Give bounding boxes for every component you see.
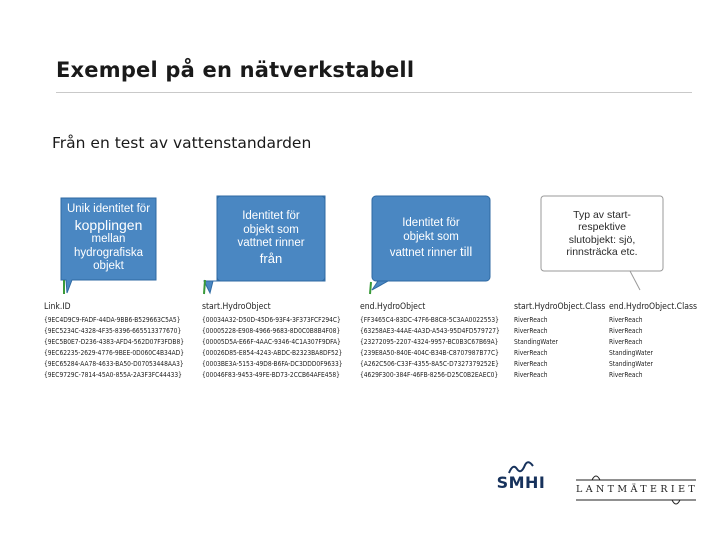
lantmateriet-logo: [572, 471, 700, 511]
table-cell: {00026D85-E854-4243-ABDC-B2323BA8DF52}: [202, 349, 343, 357]
column-header-link-id: Link.ID: [44, 302, 71, 312]
callout-1-line: hydrografiska: [73, 246, 144, 259]
table-cell: RiverReach: [514, 316, 548, 324]
callout-3-line: objekt som: [403, 230, 459, 243]
callout-4-line: Typ av start-: [573, 209, 631, 221]
callout-2-line: vattnet rinner: [237, 237, 305, 250]
table-cell: RiverReach: [514, 327, 548, 335]
table-cell: StandingWater: [609, 349, 653, 357]
table-cell: {9EC62235-2629-4776-9BEE-0D060C4B34AD}: [44, 349, 184, 357]
table-cell: {A262C506-C33F-4355-8A5C-D7327379252E}: [360, 360, 499, 368]
table-cell: {00034A32-D50D-45D6-93F4-3F373FCF294C}: [202, 316, 341, 324]
callout-1-text: [61, 203, 156, 274]
smhi-logo-mark: [508, 460, 534, 474]
pointer-mark-2: [204, 280, 205, 294]
slide-subtitle: Från en test av vattenstandarden: [52, 134, 312, 152]
table-cell: StandingWater: [609, 360, 653, 368]
table-cell: {9EC5234C-4328-4F35-8396-665513377670}: [44, 327, 182, 335]
table-cell: {239E8A50-840E-404C-B34B-C8707987B77C}: [360, 349, 499, 357]
callout-3-emphasis: till: [460, 244, 473, 260]
table-cell: {00046F83-9453-49FE-BD73-2CCB64AFE458}: [202, 371, 340, 379]
table-cell: {9EC4D9C9-FADF-44DA-9BB6-B529663C5A5}: [44, 316, 181, 324]
callout-2-emphasis: från: [259, 250, 283, 266]
table-cell: RiverReach: [609, 327, 643, 335]
lantmateriet-logo-text: LANTMÄTERIET: [576, 484, 699, 495]
table-cell: RiverReach: [514, 360, 548, 368]
column-header-start-object: start.HydroObject: [202, 302, 271, 312]
callout-1-line: Unik identitet för: [66, 203, 151, 215]
callout-4-line: rinnsträcka etc.: [566, 246, 638, 259]
table-cell: RiverReach: [609, 316, 643, 324]
slide-title: Exempel på en nätverkstabell: [56, 58, 415, 82]
callout-2-line: objekt som: [243, 223, 299, 236]
smhi-logo-text: SMHI: [496, 473, 546, 492]
table-cell: {00005228-E908-4966-9683-8D0C0B8B4F08}: [202, 327, 341, 335]
table-cell: {9EC9729C-7814-45A0-855A-2A3F3FC44433}: [44, 371, 182, 379]
callout-1-emphasis: kopplingen: [74, 216, 143, 233]
column-header-start-class: start.HydroObject.Class: [514, 302, 606, 312]
callout-4-line: respektive: [578, 221, 626, 234]
table-cell: RiverReach: [609, 371, 643, 379]
table-cell: RiverReach: [514, 371, 548, 379]
table-cell: RiverReach: [514, 349, 548, 357]
callout-2-text: [217, 210, 325, 266]
callout-4-text: [541, 209, 663, 259]
callout-4-pointer: [630, 271, 640, 290]
column-header-end-class: end.HydroObject.Class: [609, 302, 698, 312]
table-cell: {9EC65284-AA78-4633-BA50-D07053448AA3}: [44, 360, 184, 368]
table-cell: {0003BE3A-5153-49D8-B6FA-DC3DDD0F9633}: [202, 360, 343, 368]
callout-3-line: Identitet för: [402, 217, 460, 229]
table-cell: {23272095-2207-4324-9957-BC0B3C67B69A}: [360, 338, 499, 346]
callout-3-line: vattnet rinner: [389, 247, 457, 260]
callout-2-line: Identitet för: [242, 210, 300, 222]
table-cell: {63258AE3-44AE-4A3D-A543-95D4FD579727}: [360, 327, 500, 335]
table-cell: {4629F300-384F-46FB-8256-D25C0B2EAEC0}: [360, 371, 499, 379]
table-cell: {00005D5A-E66F-4AAC-9346-4C1A307F9DFA}: [202, 338, 341, 346]
callout-3-text: [372, 217, 490, 261]
table-cell: StandingWater: [514, 338, 558, 346]
table-cell: {9EC5B0E7-D236-4383-AFD4-562D07F3FDB8}: [44, 338, 185, 346]
callout-4-line: slutobjekt: sjö,: [568, 233, 636, 246]
callout-1-line: mellan: [91, 233, 126, 246]
callout-3-shape: [372, 281, 388, 290]
callout-1-line: objekt: [93, 260, 124, 273]
pointer-mark-3: [370, 282, 371, 294]
table-cell: RiverReach: [609, 338, 643, 346]
table-cell: {FF3465C4-83DC-47F6-B8C8-5C3AA0022553}: [360, 316, 499, 324]
column-header-end-object: end.HydroObject: [360, 302, 426, 312]
